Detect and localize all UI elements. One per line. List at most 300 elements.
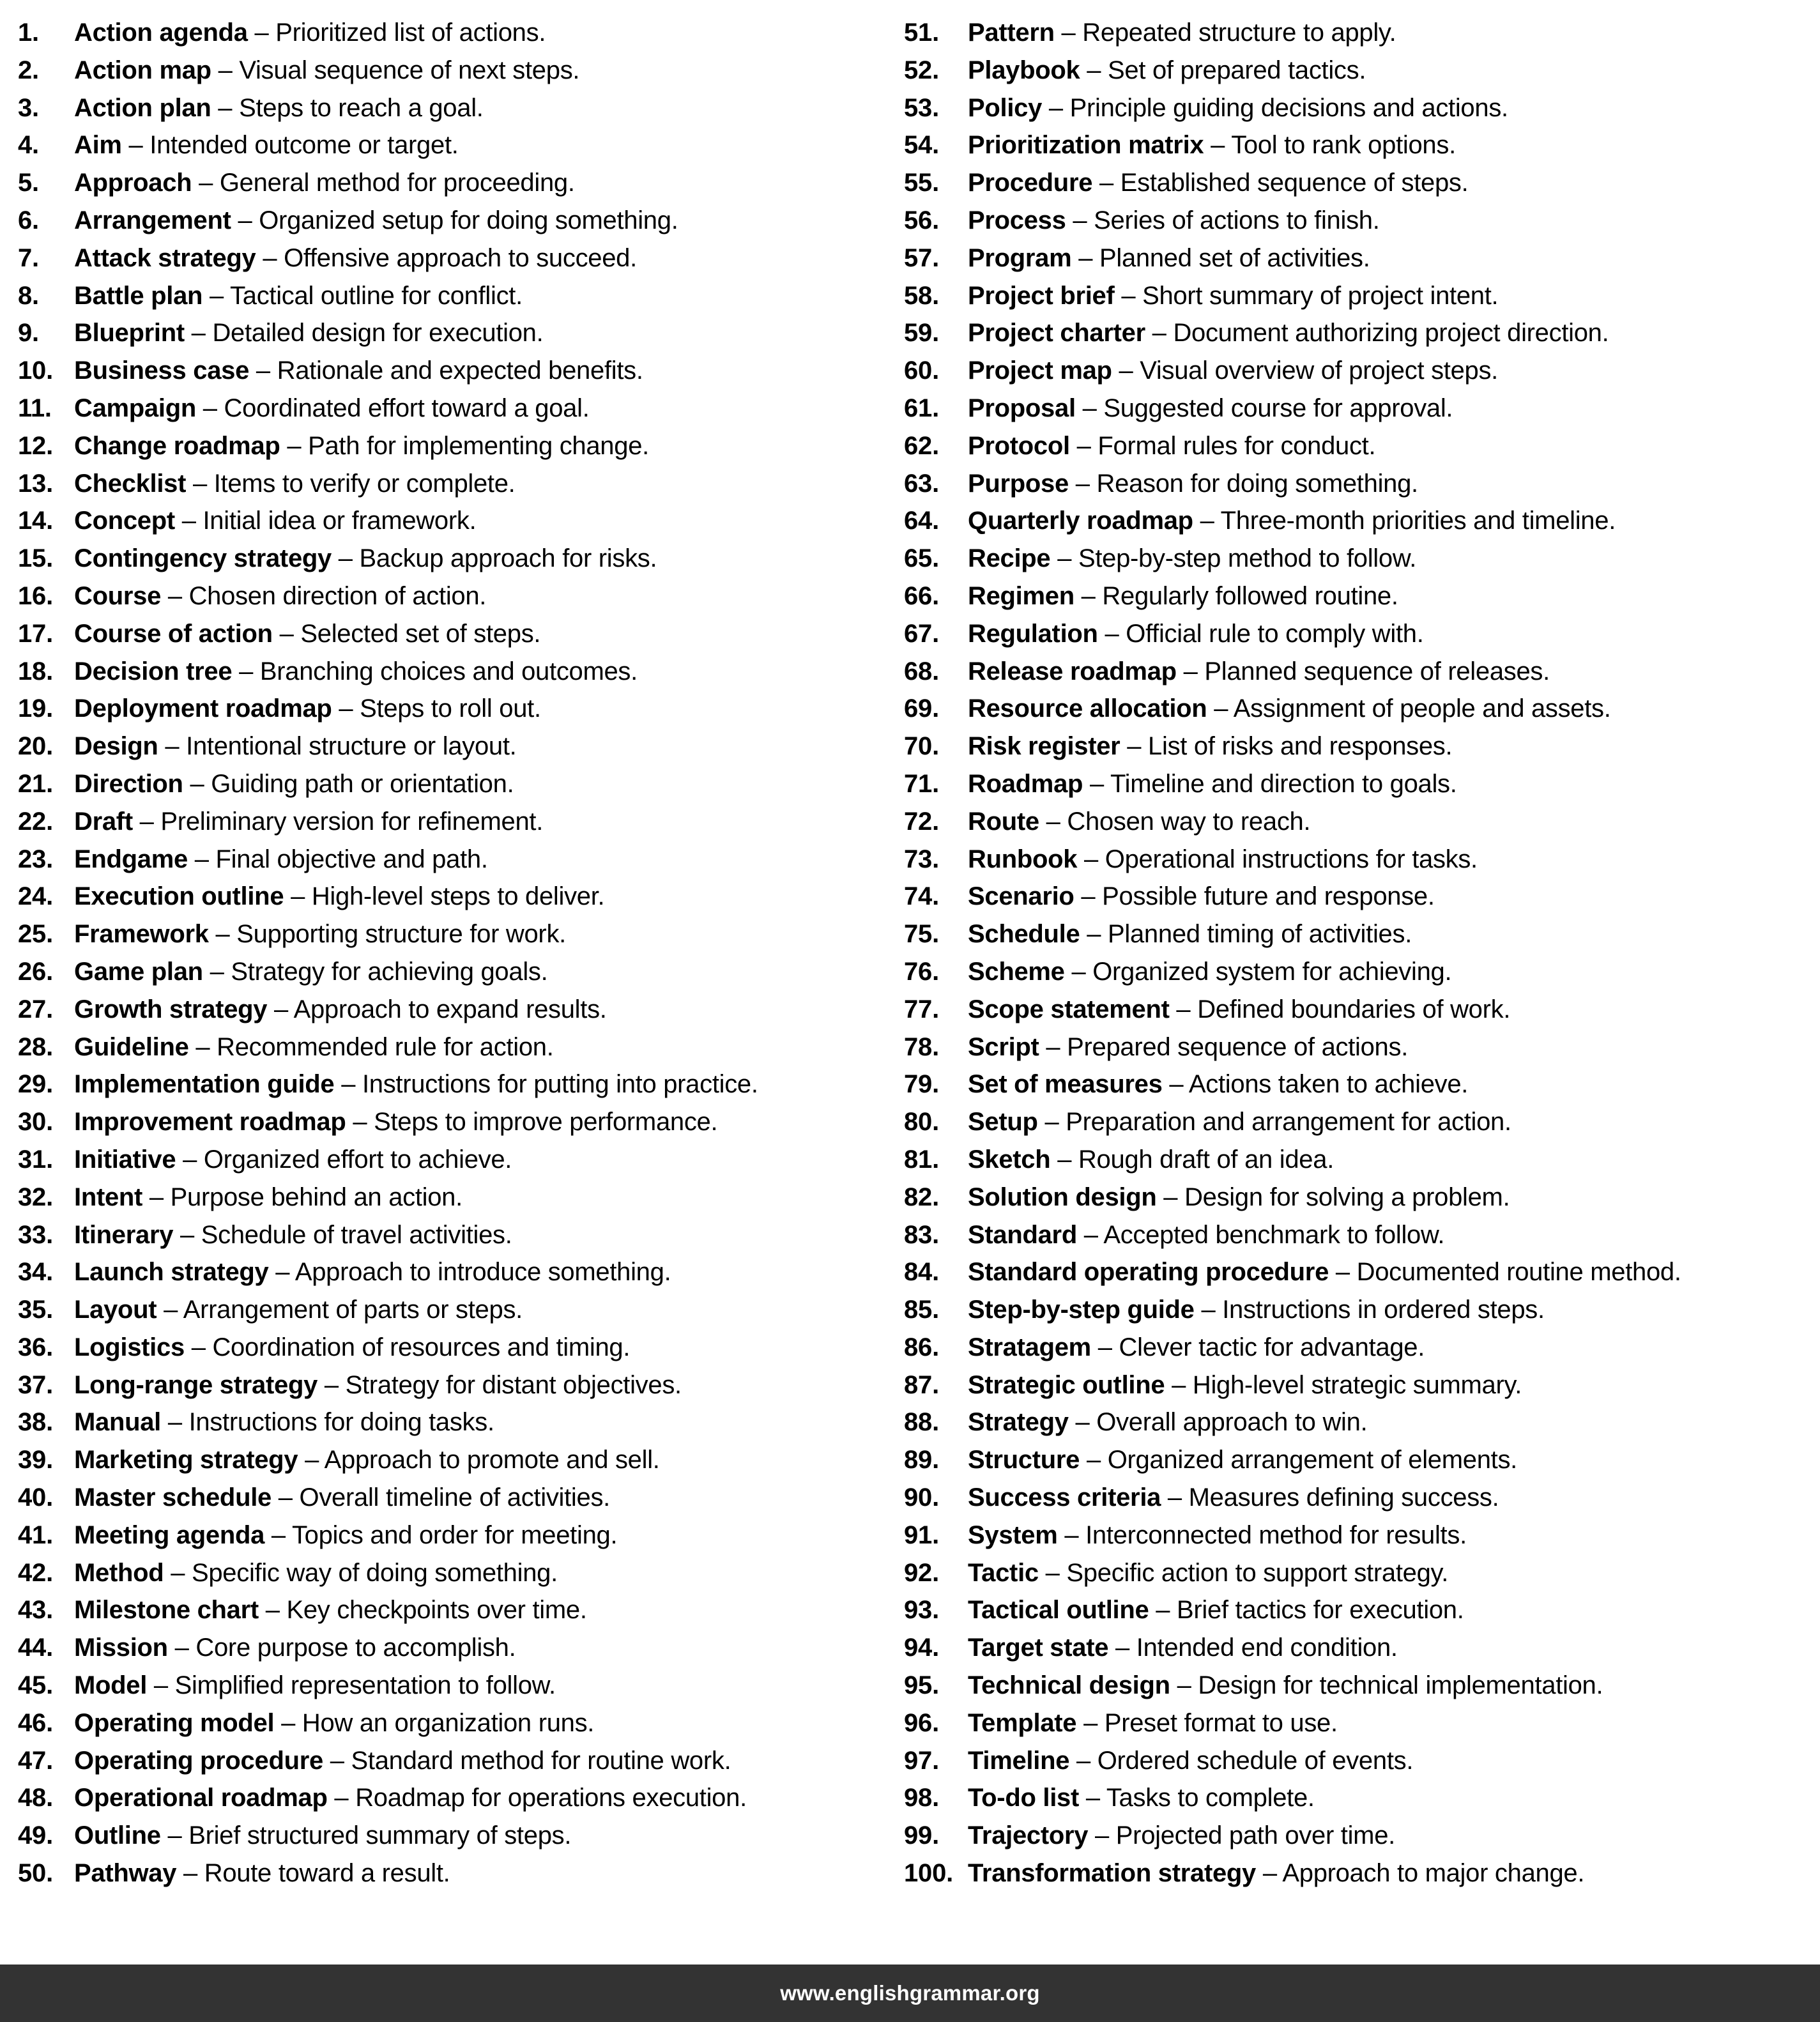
list-item-term: Purpose <box>968 469 1069 498</box>
list-item-definition: Organized setup for doing something. <box>259 206 678 234</box>
list-item-text <box>74 240 891 277</box>
list-item-term: Attack strategy <box>74 243 256 272</box>
list-item-number: 74. <box>904 882 940 911</box>
list-item-definition: Tactical outline for conflict. <box>230 281 523 310</box>
list-item-text <box>968 1253 1809 1291</box>
list-item-dash: – <box>1080 1446 1108 1474</box>
list-item <box>18 14 891 52</box>
list-item <box>904 164 1809 202</box>
list-item-term: Method <box>74 1558 164 1587</box>
list-item <box>18 653 891 691</box>
list-item-term: Endgame <box>74 845 188 873</box>
list-item-term: Milestone chart <box>74 1596 259 1625</box>
list-item-dash: – <box>274 1708 302 1737</box>
list-item-definition: Approach to promote and sell. <box>324 1446 660 1474</box>
list-item-text <box>968 89 1809 127</box>
list-item-dash: – <box>249 356 277 385</box>
list-item-definition: Ordered schedule of events. <box>1097 1746 1414 1775</box>
list-item-definition: Approach to major change. <box>1282 1859 1585 1888</box>
list-item <box>904 89 1809 127</box>
list-item-term: Prioritization matrix <box>968 131 1204 160</box>
list-item-number: 4. <box>18 131 39 160</box>
list-item-definition: Specific action to support strategy. <box>1066 1558 1449 1587</box>
list-item-term: Guideline <box>74 1032 189 1061</box>
list-item <box>18 1141 891 1179</box>
list-item-text <box>74 1704 891 1742</box>
list-item-text <box>968 1141 1809 1179</box>
list-item-text <box>968 1066 1809 1103</box>
list-item <box>18 1479 891 1517</box>
list-item-dash: – <box>298 1446 325 1474</box>
list-item-dash: – <box>1145 319 1174 348</box>
list-item-term: Quarterly roadmap <box>968 507 1193 535</box>
list-item-number: 33. <box>18 1220 54 1249</box>
list-item-text <box>74 1591 891 1629</box>
list-item-definition: Series of actions to finish. <box>1094 206 1380 234</box>
list-item-number: 23. <box>18 845 54 873</box>
list-item-term: Action agenda <box>74 19 248 47</box>
list-item-term: Design <box>74 732 158 761</box>
list-item-number: 28. <box>18 1032 54 1061</box>
list-item-term: Strategy <box>968 1408 1069 1437</box>
list-item-dash: – <box>1097 619 1126 648</box>
list-item-dash: – <box>1037 1108 1066 1137</box>
list-item-dash: – <box>1050 544 1078 573</box>
list-item-text <box>968 1404 1809 1441</box>
list-item-text <box>74 202 891 240</box>
list-item-definition: Repeated structure to apply. <box>1082 19 1396 47</box>
list-item-term: Checklist <box>74 469 187 498</box>
list-item-term: Outline <box>74 1821 161 1850</box>
list-item <box>18 803 891 841</box>
list-item <box>18 202 891 240</box>
list-item-definition: Planned sequence of releases. <box>1204 657 1550 685</box>
list-item-number: 8. <box>18 281 39 310</box>
list-item-term: Project charter <box>968 319 1145 348</box>
list-item <box>18 615 891 653</box>
list-item-definition: Supporting structure for work. <box>236 920 566 949</box>
list-item-definition: Path for implementing change. <box>308 431 649 460</box>
list-item <box>18 1367 891 1404</box>
list-item-term: Logistics <box>74 1333 185 1361</box>
list-item-definition: Topics and order for meeting. <box>291 1520 618 1549</box>
list-item-number: 97. <box>904 1746 940 1775</box>
list-item-number: 57. <box>904 243 940 272</box>
list-item-definition: Preset format to use. <box>1104 1708 1338 1737</box>
list-item-number: 61. <box>904 394 940 422</box>
list-item-term: Regulation <box>968 619 1098 648</box>
list-item-text <box>74 14 891 52</box>
list-item-definition: Design for solving a problem. <box>1184 1183 1510 1211</box>
list-item-definition: Tool to rank options. <box>1231 131 1456 160</box>
list-item-term: Change roadmap <box>74 431 280 460</box>
list-item-dash: – <box>327 1784 356 1812</box>
list-item-dash: – <box>284 882 312 911</box>
list-item-dash: – <box>1207 694 1234 723</box>
list-item-number: 64. <box>904 507 940 535</box>
list-item-text <box>74 1141 891 1179</box>
list-item-number: 30. <box>18 1108 54 1137</box>
list-item-term: Scheme <box>968 957 1065 986</box>
list-item-text <box>74 1253 891 1291</box>
list-item-text <box>74 314 891 352</box>
list-item-text <box>968 52 1809 89</box>
list-item-text <box>74 1667 891 1704</box>
list-item-definition: Set of prepared tactics. <box>1108 56 1366 84</box>
list-item <box>904 502 1809 540</box>
list-item-term: Operating procedure <box>74 1746 323 1775</box>
list-item <box>904 1291 1809 1329</box>
list-item-text <box>968 277 1809 315</box>
list-column-left <box>6 14 891 1965</box>
list-item-dash: – <box>1075 394 1104 422</box>
list-item-dash: – <box>258 1596 287 1625</box>
list-item <box>904 578 1809 615</box>
list-item-number: 85. <box>904 1296 940 1324</box>
list-item <box>18 352 891 390</box>
list-item-number: 20. <box>18 732 54 761</box>
list-item-number: 12. <box>18 431 54 460</box>
list-item-definition: Initial idea or framework. <box>203 507 477 535</box>
list-item-definition: Overall timeline of activities. <box>299 1483 610 1512</box>
list-item <box>904 953 1809 991</box>
list-item-number: 71. <box>904 769 940 798</box>
list-item-number: 48. <box>18 1784 54 1812</box>
list-item-text <box>968 1742 1809 1780</box>
list-item <box>18 1066 891 1103</box>
list-item-definition: Approach to introduce something. <box>294 1258 671 1287</box>
list-item-number: 52. <box>904 56 940 84</box>
list-item-number: 41. <box>18 1520 54 1549</box>
list-item-dash: – <box>280 431 309 460</box>
list-item <box>904 1667 1809 1704</box>
list-item-definition: Visual overview of project steps. <box>1140 356 1498 385</box>
list-item-text <box>968 1855 1809 1892</box>
list-item-term: Resource allocation <box>968 694 1207 723</box>
list-item-number: 26. <box>18 957 54 986</box>
list-item <box>18 878 891 915</box>
list-item-number: 5. <box>18 169 39 197</box>
list-item-definition: Specific way of doing something. <box>191 1558 558 1587</box>
list-item-number: 63. <box>904 469 940 498</box>
list-item-number: 10. <box>18 356 54 385</box>
list-item-text <box>968 578 1809 615</box>
list-item-text <box>968 427 1809 465</box>
list-item-definition: Steps to reach a goal. <box>239 93 484 122</box>
list-item-term: Contingency strategy <box>74 544 332 573</box>
list-item <box>18 427 891 465</box>
list-item-term: Game plan <box>74 957 203 986</box>
list-item-text <box>968 878 1809 915</box>
list-item-text <box>968 803 1809 841</box>
list-item-text <box>74 1103 891 1141</box>
list-item-number: 42. <box>18 1558 54 1587</box>
list-item-number: 25. <box>18 920 54 949</box>
list-item-definition: Steps to roll out. <box>360 694 541 723</box>
list-item <box>18 1704 891 1742</box>
list-item-dash: – <box>272 619 301 648</box>
list-item-number: 44. <box>18 1634 54 1662</box>
list-item-term: Program <box>968 243 1072 272</box>
list-item-number: 49. <box>18 1821 54 1850</box>
list-item-dash: – <box>1077 845 1105 873</box>
list-item-definition: Prioritized list of actions. <box>275 19 546 47</box>
list-item-dash: – <box>1064 957 1093 986</box>
list-item-text <box>74 1479 891 1517</box>
list-item-number: 80. <box>904 1108 940 1137</box>
list-item-dash: – <box>1108 1634 1136 1662</box>
list-item-text <box>74 1742 891 1780</box>
list-item-number: 72. <box>904 807 940 836</box>
list-item-definition: Preparation and arrangement for action. <box>1066 1108 1511 1137</box>
list-item-definition: Organized system for achieving. <box>1092 957 1452 986</box>
list-item-dash: – <box>1039 1032 1067 1061</box>
list-item <box>18 1329 891 1367</box>
list-item <box>904 1253 1809 1291</box>
list-item-term: Standard <box>968 1220 1077 1249</box>
list-item <box>18 126 891 164</box>
list-item-term: Pathway <box>74 1859 177 1888</box>
list-item-dash: – <box>186 469 214 498</box>
list-item-term: Script <box>968 1032 1039 1061</box>
list-item-dash: – <box>208 920 237 949</box>
list-item-text <box>968 502 1809 540</box>
list-item-dash: – <box>1068 1408 1097 1437</box>
list-item-definition: Coordination of resources and timing. <box>212 1333 631 1361</box>
list-item-number: 88. <box>904 1408 940 1437</box>
list-item <box>18 1029 891 1066</box>
list-item-definition: Visual sequence of next steps. <box>239 56 580 84</box>
list-item-dash: – <box>1039 807 1067 836</box>
list-item-definition: Final objective and path. <box>215 845 488 873</box>
list-item-text <box>74 1029 891 1066</box>
list-item-text <box>74 1441 891 1479</box>
list-item-dash: – <box>1204 131 1232 160</box>
list-item <box>18 578 891 615</box>
list-item-dash: – <box>164 1558 192 1587</box>
list-item-term: Setup <box>968 1108 1038 1137</box>
list-item-term: Mission <box>74 1634 168 1662</box>
list-item <box>18 1517 891 1554</box>
list-item <box>18 1779 891 1817</box>
list-item <box>904 1367 1809 1404</box>
list-item <box>904 390 1809 427</box>
list-item-term: Runbook <box>968 845 1078 873</box>
list-item <box>18 314 891 352</box>
list-item-term: Project map <box>968 356 1112 385</box>
list-item-term: Roadmap <box>968 769 1083 798</box>
list-item <box>18 690 891 728</box>
list-item-number: 13. <box>18 469 54 498</box>
list-item-term: Draft <box>74 807 133 836</box>
list-item-dash: – <box>1149 1596 1177 1625</box>
list-item-text <box>968 14 1809 52</box>
list-item-number: 39. <box>18 1446 54 1474</box>
list-item-term: Execution outline <box>74 882 284 911</box>
list-item <box>904 1742 1809 1780</box>
list-item-number: 99. <box>904 1821 940 1850</box>
list-item-term: Meeting agenda <box>74 1520 265 1549</box>
list-item-term: Long-range strategy <box>74 1370 318 1399</box>
list-item-dash: – <box>1074 882 1103 911</box>
list-item-term: Marketing strategy <box>74 1446 298 1474</box>
list-item-term: Solution design <box>968 1183 1157 1211</box>
list-item-text <box>968 352 1809 390</box>
list-item <box>904 1029 1809 1066</box>
list-item-definition: Intended end condition. <box>1136 1634 1398 1662</box>
list-item-text <box>74 465 891 503</box>
list-item-text <box>968 1704 1809 1742</box>
list-item-definition: Route toward a result. <box>204 1859 450 1888</box>
list-item-text <box>74 427 891 465</box>
list-item-number: 78. <box>904 1032 940 1061</box>
list-item-term: Itinerary <box>74 1220 174 1249</box>
list-item-term: Scope statement <box>968 995 1170 1023</box>
list-item-dash: – <box>183 769 211 798</box>
list-item-dash: – <box>1165 1370 1193 1399</box>
list-item-dash: – <box>271 1483 300 1512</box>
list-item <box>18 1629 891 1667</box>
list-item-text <box>74 390 891 427</box>
list-item-definition: Accepted benchmark to follow. <box>1103 1220 1445 1249</box>
list-item <box>904 1817 1809 1855</box>
list-item-definition: Interconnected method for results. <box>1085 1520 1467 1549</box>
list-item-text <box>968 690 1809 728</box>
list-item-dash: – <box>1193 507 1221 535</box>
list-item-text <box>74 89 891 127</box>
list-item-number: 83. <box>904 1220 940 1249</box>
list-item <box>18 1441 891 1479</box>
list-item-definition: Established sequence of steps. <box>1120 169 1469 197</box>
list-item-dash: – <box>1161 1483 1189 1512</box>
list-item-number: 77. <box>904 995 940 1023</box>
list-item-text <box>74 690 891 728</box>
list-item-definition: Clever tactic for advantage. <box>1119 1333 1425 1361</box>
list-item-definition: Short summary of project intent. <box>1142 281 1499 310</box>
list-item <box>18 1291 891 1329</box>
list-item <box>904 878 1809 915</box>
list-item-number: 90. <box>904 1483 940 1512</box>
list-item-number: 76. <box>904 957 940 986</box>
footer-website-url: www.englishgrammar.org <box>780 1981 1040 2005</box>
list-item-number: 93. <box>904 1596 940 1625</box>
list-item-term: Template <box>968 1708 1077 1737</box>
list-item <box>18 1179 891 1216</box>
list-item-definition: Overall approach to win. <box>1096 1408 1368 1437</box>
list-item <box>18 277 891 315</box>
list-item-definition: Assignment of people and assets. <box>1233 694 1611 723</box>
list-item-number: 22. <box>18 807 54 836</box>
list-item-text <box>968 1591 1809 1629</box>
list-item-dash: – <box>157 1296 183 1324</box>
list-item-term: Scenario <box>968 882 1074 911</box>
list-item-text <box>74 615 891 653</box>
list-item-dash: – <box>1083 769 1111 798</box>
list-item-text <box>968 240 1809 277</box>
list-item-text <box>968 991 1809 1029</box>
list-item-term: Procedure <box>968 169 1093 197</box>
list-item-number: 31. <box>18 1145 54 1174</box>
list-item-text <box>968 164 1809 202</box>
list-item-definition: Brief structured summary of steps. <box>188 1821 572 1850</box>
list-item-term: Technical design <box>968 1671 1170 1700</box>
list-item-term: Business case <box>74 356 250 385</box>
list-item <box>904 1141 1809 1179</box>
list-item-term: Pattern <box>968 19 1055 47</box>
list-item-definition: Chosen way to reach. <box>1067 807 1311 836</box>
list-item <box>18 89 891 127</box>
list-item-text <box>74 1329 891 1367</box>
list-item <box>904 1216 1809 1254</box>
list-item <box>904 1704 1809 1742</box>
list-item-term: Model <box>74 1671 148 1700</box>
list-item-term: Transformation strategy <box>968 1859 1256 1888</box>
list-item-dash: – <box>264 1520 292 1549</box>
list-item <box>904 427 1809 465</box>
list-item-definition: Guiding path or orientation. <box>211 769 514 798</box>
list-item-text <box>968 1291 1809 1329</box>
list-item <box>18 1591 891 1629</box>
list-item-term: Risk register <box>968 732 1120 761</box>
list-item-text <box>74 1855 891 1892</box>
list-item-dash: – <box>132 807 161 836</box>
list-item-dash: – <box>1080 920 1108 949</box>
list-item-dash: – <box>1114 281 1143 310</box>
list-item-term: Recipe <box>968 544 1051 573</box>
list-item-term: Operational roadmap <box>74 1784 328 1812</box>
list-item-definition: Design for technical implementation. <box>1198 1671 1603 1700</box>
list-item-dash: – <box>1176 657 1205 685</box>
list-item-dash: – <box>192 169 220 197</box>
list-item-dash: – <box>334 1070 362 1099</box>
list-item-number: 59. <box>904 319 940 348</box>
list-item-text <box>968 314 1809 352</box>
list-item-text <box>74 991 891 1029</box>
list-item-definition: Offensive approach to succeed. <box>284 243 637 272</box>
list-item-definition: Intended outcome or target. <box>149 131 459 160</box>
list-item-dash: – <box>1074 581 1103 610</box>
list-item-definition: Projected path over time. <box>1115 1821 1395 1850</box>
list-item-number: 94. <box>904 1634 940 1662</box>
list-item-text <box>968 540 1809 578</box>
list-item-term: Strategic outline <box>968 1370 1165 1399</box>
list-item-dash: – <box>256 243 284 272</box>
list-item <box>904 728 1809 765</box>
list-item-definition: Suggested course for approval. <box>1103 394 1453 422</box>
list-item-definition: Arrangement of parts or steps. <box>183 1296 523 1324</box>
list-item-dash: – <box>267 995 294 1023</box>
list-item <box>18 1216 891 1254</box>
list-item-term: Tactical outline <box>968 1596 1149 1625</box>
list-item-definition: How an organization runs. <box>302 1708 595 1737</box>
list-item-definition: Simplified representation to follow. <box>174 1671 556 1700</box>
list-item-text <box>968 465 1809 503</box>
list-item-text <box>74 1554 891 1592</box>
list-item-dash: – <box>187 845 216 873</box>
list-item-definition: Rationale and expected benefits. <box>277 356 643 385</box>
list-item-definition: Step-by-step method to follow. <box>1078 544 1417 573</box>
list-item-dash: – <box>1162 1070 1189 1099</box>
list-item-number: 16. <box>18 581 54 610</box>
list-item-text <box>74 1179 891 1216</box>
list-item-text <box>74 164 891 202</box>
list-item-number: 18. <box>18 657 54 685</box>
list-item-definition: Strategy for distant objectives. <box>345 1370 682 1399</box>
list-item-definition: Instructions for doing tasks. <box>188 1408 494 1437</box>
list-item-number: 79. <box>904 1070 940 1099</box>
list-item <box>18 915 891 953</box>
list-item <box>904 352 1809 390</box>
